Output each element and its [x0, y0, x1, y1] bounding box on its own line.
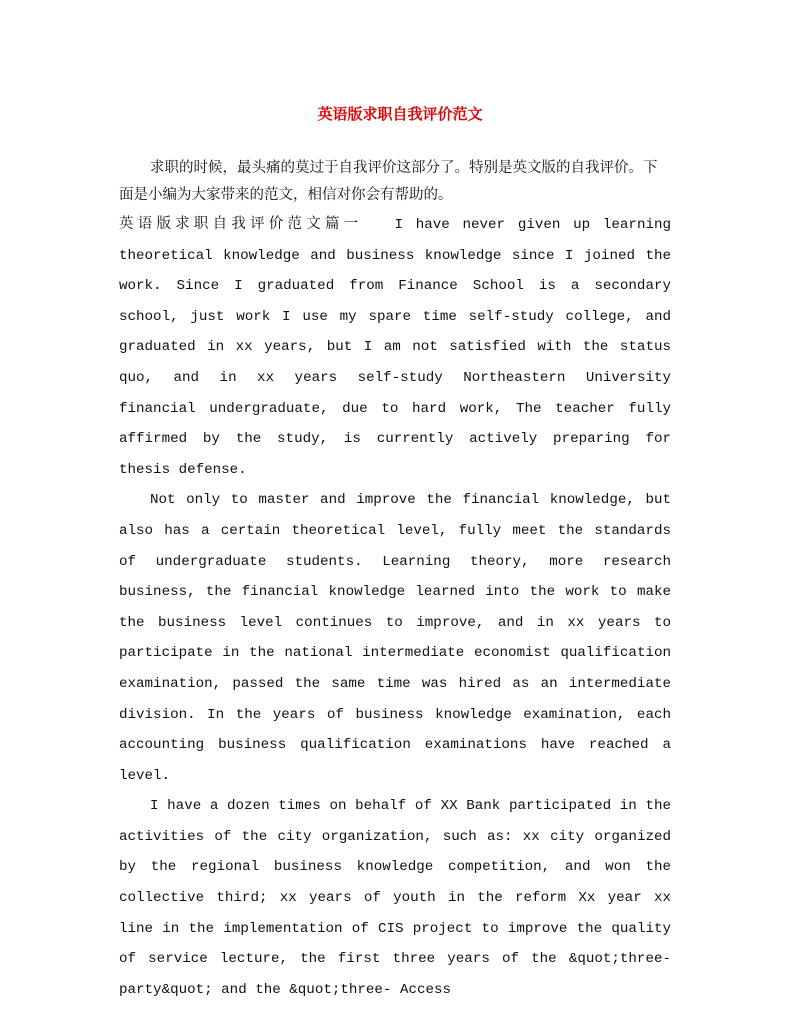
intro-paragraph: 求职的时候，最头痛的莫过于自我评价这部分了。特别是英文版的自我评价。下面是小编为大家带来的范文，相信对你会有帮助的。	[119, 160, 658, 203]
body-paragraph-2: Not only to master and improve the financial knowledge, but also has a certain theoretical level, fully meet the standards of undergraduate students. Learning theory, more research business, the financial knowledge learned into the work to make the business level continues to improve, and in xx years to participate in the national intermediate economist qualification examination, passed the same time was hired as an intermediate division. In the years of business knowledge examination, each accounting business qualification examinations have reached a level.	[119, 492, 671, 784]
paragraph-text: I have never given up learning theoretical knowledge and business knowledge since I joined the work. Since I graduated from Finance School is a secondary school, just work I use my spare time self-study college, and graduated in xx years, but I am not satisfied with the status quo, and in xx years self-study Northeastern University financial undergraduate, due to hard work, The teacher fully affirmed by the study, is currently actively preparing for thesis defense.	[119, 217, 672, 478]
section-heading: 英语版求职自我评价范文篇一	[119, 216, 363, 232]
document-body	[119, 155, 671, 1005]
body-paragraph-1	[119, 209, 671, 485]
body-paragraph-3: I have a dozen times on behalf of XX Bank participated in the activities of the city organization, such as: xx city organized by the regional business knowledge competition, and won the collective third; xx years of youth in the reform Xx year xx line in the implementation of CIS project to improve the quality of service lecture, the first three years of the &quot;three-party&quot; and the &quot;three- Access	[119, 798, 671, 998]
document-title: 英语版求职自我评价范文	[317, 105, 483, 123]
